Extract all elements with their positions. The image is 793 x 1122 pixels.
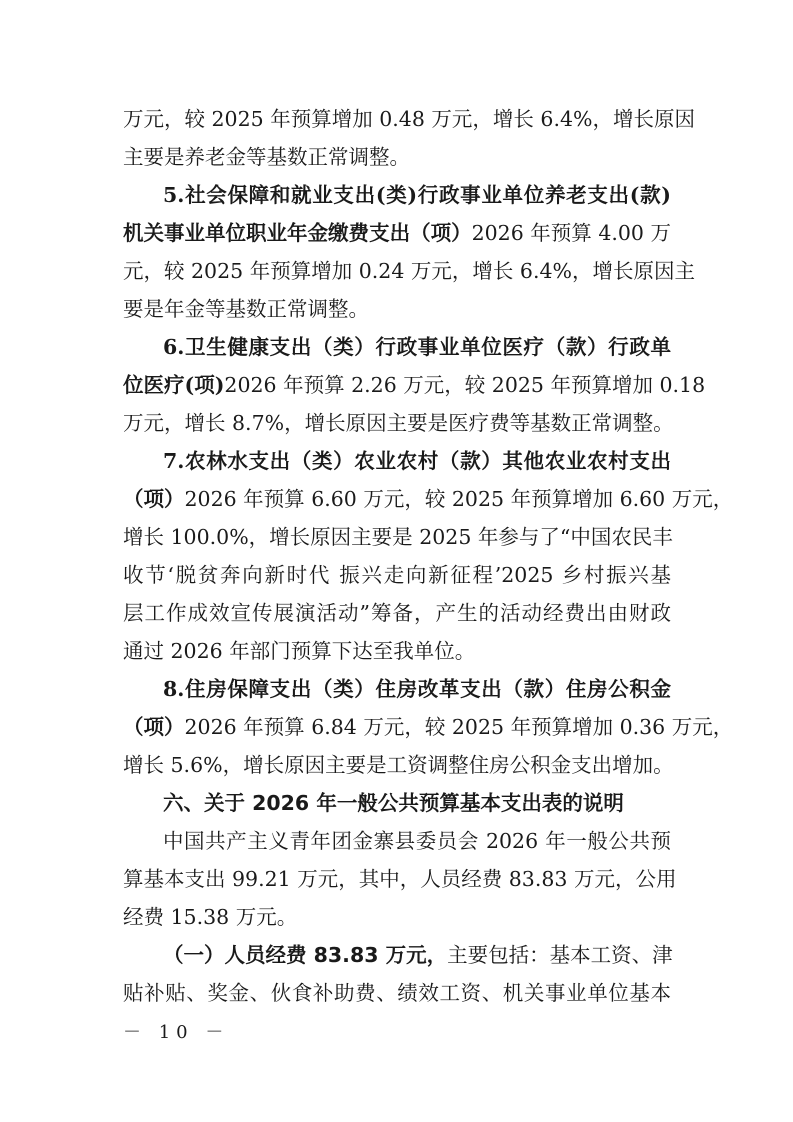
body-line: 收节‘脱贫奔向新时代 振兴走向新征程’2025 乡村振兴基 — [123, 563, 671, 587]
item-5-title-cont: 机关事业单位职业年金缴费支出（项） — [123, 221, 472, 245]
body-line: 通过 2026 年部门预算下达至我单位。 — [123, 639, 476, 663]
item-7-line — [123, 487, 734, 511]
item-6-budget: 2026 年预算 2.26 万元，较 2025 年预算增加 0.18 — [224, 373, 706, 397]
body-line: 万元，较 2025 年预算增加 0.48 万元，增长 6.4%，增长原因 — [123, 107, 695, 131]
body-line: 算基本支出 99.21 万元，其中，人员经费 83.83 万元，公用 — [123, 867, 677, 891]
subsection-1-heading: （一）人员经费 83.83 万元， — [163, 943, 448, 967]
page-number: － 10 － — [123, 1022, 230, 1043]
subsection-1-text: 主要包括：基本工资、津 — [447, 943, 673, 967]
body-line: 层工作成效宣传展演活动”筹备，产生的活动经费出由财政 — [123, 601, 671, 625]
item-7-title: 7.农林水支出（类）农业农村（款）其他农业农村支出 — [163, 449, 671, 473]
body-line: 万元，增长 8.7%，增长原因主要是医疗费等基数正常调整。 — [123, 411, 674, 435]
body-line: 元，较 2025 年预算增加 0.24 万元，增长 6.4%，增长原因主 — [123, 259, 695, 283]
body-line: 增长 100.0%，增长原因主要是 2025 年参与了“中国农民丰 — [123, 525, 673, 549]
item-6-title-cont: 位医疗(项) — [123, 373, 225, 397]
subsection-1-line — [163, 943, 671, 967]
section-6-heading: 六、关于 2026 年一般公共预算基本支出表的说明 — [163, 791, 624, 815]
body-line: 中国共产主义青年团金寨县委员会 2026 年一般公共预 — [163, 829, 671, 853]
item-6-line — [123, 373, 706, 397]
item-7-budget: 2026 年预算 6.60 万元，较 2025 年预算增加 6.60 万元， — [184, 487, 734, 511]
body-line: 贴补贴、奖金、伙食补助费、绩效工资、机关事业单位基本 — [123, 981, 671, 1005]
body-line: 要是年金等基数正常调整。 — [123, 297, 369, 321]
item-5-title: 5.社会保障和就业支出(类)行政事业单位养老支出(款) — [163, 183, 671, 207]
item-7-title-cont: （项） — [123, 487, 185, 511]
item-8-line — [123, 715, 734, 739]
item-5-budget: 2026 年预算 4.00 万 — [471, 221, 671, 245]
item-8-title: 8.住房保障支出（类）住房改革支出（款）住房公积金 — [163, 677, 671, 701]
item-8-title-cont: （项） — [123, 715, 185, 739]
body-line: 主要是养老金等基数正常调整。 — [123, 145, 410, 169]
item-6-title: 6.卫生健康支出（类）行政事业单位医疗（款）行政单 — [163, 335, 671, 359]
body-line: 增长 5.6%，增长原因主要是工资调整住房公积金支出增加。 — [123, 753, 674, 777]
item-5-line — [123, 221, 671, 245]
item-8-budget: 2026 年预算 6.84 万元，较 2025 年预算增加 0.36 万元， — [184, 715, 734, 739]
body-line: 经费 15.38 万元。 — [123, 905, 298, 929]
